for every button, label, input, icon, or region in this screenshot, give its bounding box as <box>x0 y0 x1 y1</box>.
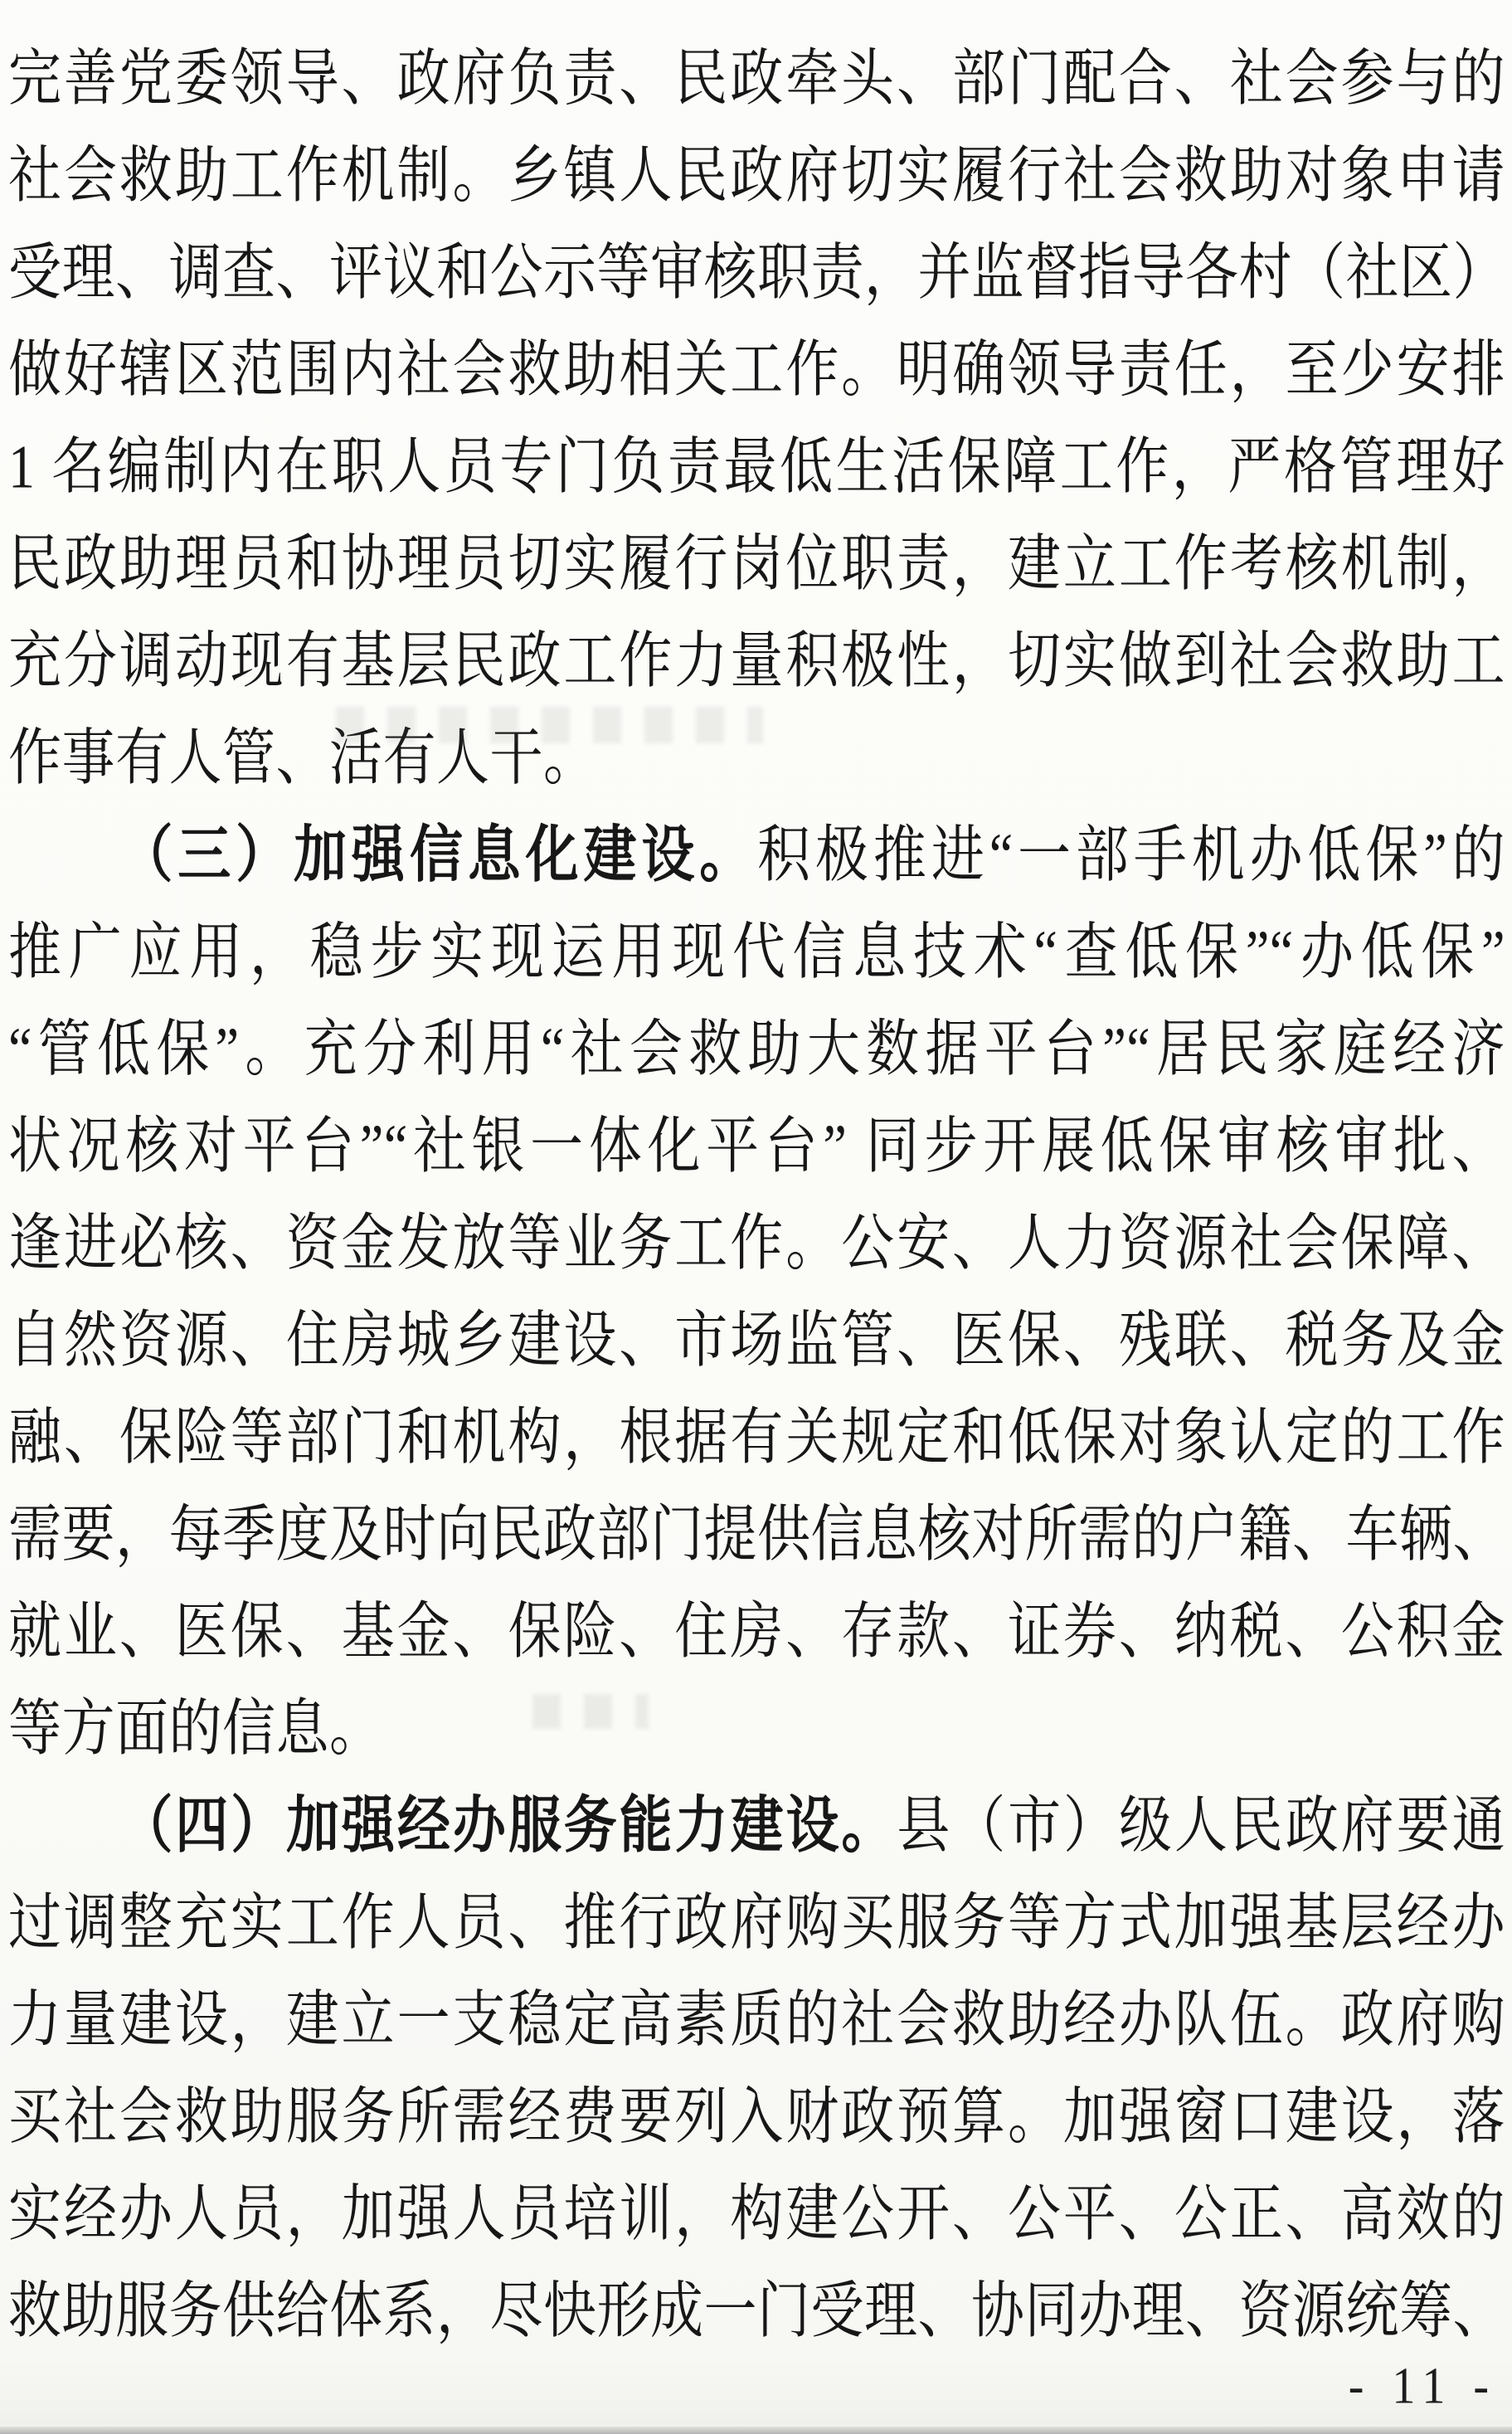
paragraph-continued <box>8 30 1505 806</box>
scan-bleed-artifact <box>524 1694 649 1729</box>
text-line: 自然资源、住房城乡建设、市场监管、医保、残联、税务及金 <box>8 1306 1505 1375</box>
text-line: 民政助理员和协理员切实履行岗位职责，建立工作考核机制， <box>8 529 1505 598</box>
section-heading: （三）加强信息化建设。 <box>119 820 758 889</box>
text-line: “管低保”。充分利用“社会救助大数据平台”“居民家庭经济 <box>8 1015 1505 1083</box>
page-number: - 11 - <box>1348 2357 1497 2415</box>
text-line <box>8 799 1505 912</box>
text-line: 逢进必核、资金发放等业务工作。公安、人力资源社会保障、 <box>8 1209 1505 1278</box>
text-line <box>8 1770 1505 1882</box>
text-line: 做好辖区范围内社会救助相关工作。明确领导责任，至少安排 <box>8 335 1505 404</box>
text-line: 救助服务供给体系，尽快形成一门受理、协同办理、资源统筹、 <box>8 2276 1506 2345</box>
text-line: 买社会救助服务所需经费要列入财政预算。加强窗口建设，落 <box>8 2082 1505 2151</box>
text-line: 受理、调查、评议和公示等审核职责，并监督指导各村（社区） <box>8 238 1506 307</box>
text-line: 状况核对平台”“社银一体化平台” 同步开展低保审核审批、 <box>8 1112 1505 1180</box>
paragraph-section-3 <box>8 806 1505 1777</box>
text-line: 就业、医保、基金、保险、住房、存款、证券、纳税、公积金 <box>8 1597 1505 1666</box>
text-segment: 积极推进“一部手机办低保”的 <box>757 820 1506 889</box>
text-segment: 县（市）级人民政府要通 <box>897 1791 1506 1860</box>
text-line: 推广应用，稳步实现运用现代信息技术“查低保”“办低保” <box>8 918 1505 986</box>
section-heading: （四）加强经办服务能力建设。 <box>119 1791 897 1860</box>
text-line: 充分调动现有基层民政工作力量积极性，切实做到社会救助工 <box>8 626 1505 695</box>
text-line: 过调整充实工作人员、推行政府购买服务等方式加强基层经办 <box>8 1888 1505 1957</box>
text-line: 融、保险等部门和机构，根据有关规定和低保对象认定的工作 <box>8 1403 1505 1472</box>
text-line: 社会救助工作机制。乡镇人民政府切实履行社会救助对象申请 <box>8 141 1505 210</box>
text-line: 作事有人管、活有人干。 <box>8 723 597 792</box>
text-line: 等方面的信息。 <box>8 1694 383 1763</box>
text-line: 实经办人员，加强人员培训，构建公开、公平、公正、高效的 <box>8 2179 1505 2248</box>
text-line: 需要，每季度及时向民政部门提供信息核对所需的户籍、车辆、 <box>8 1500 1506 1569</box>
document-text-block <box>8 30 1505 2359</box>
scan-bleed-artifact <box>328 707 763 743</box>
paragraph-section-4 <box>8 1777 1505 2359</box>
scan-edge <box>0 2427 1512 2434</box>
text-line: 力量建设，建立一支稳定高素质的社会救助经办队伍。政府购 <box>8 1985 1505 2054</box>
text-line: 完善党委领导、政府负责、民政牵头、部门配合、社会参与的 <box>8 44 1505 113</box>
text-line: 1 名编制内在职人员专门负责最低生活保障工作，严格管理好 <box>8 432 1505 501</box>
